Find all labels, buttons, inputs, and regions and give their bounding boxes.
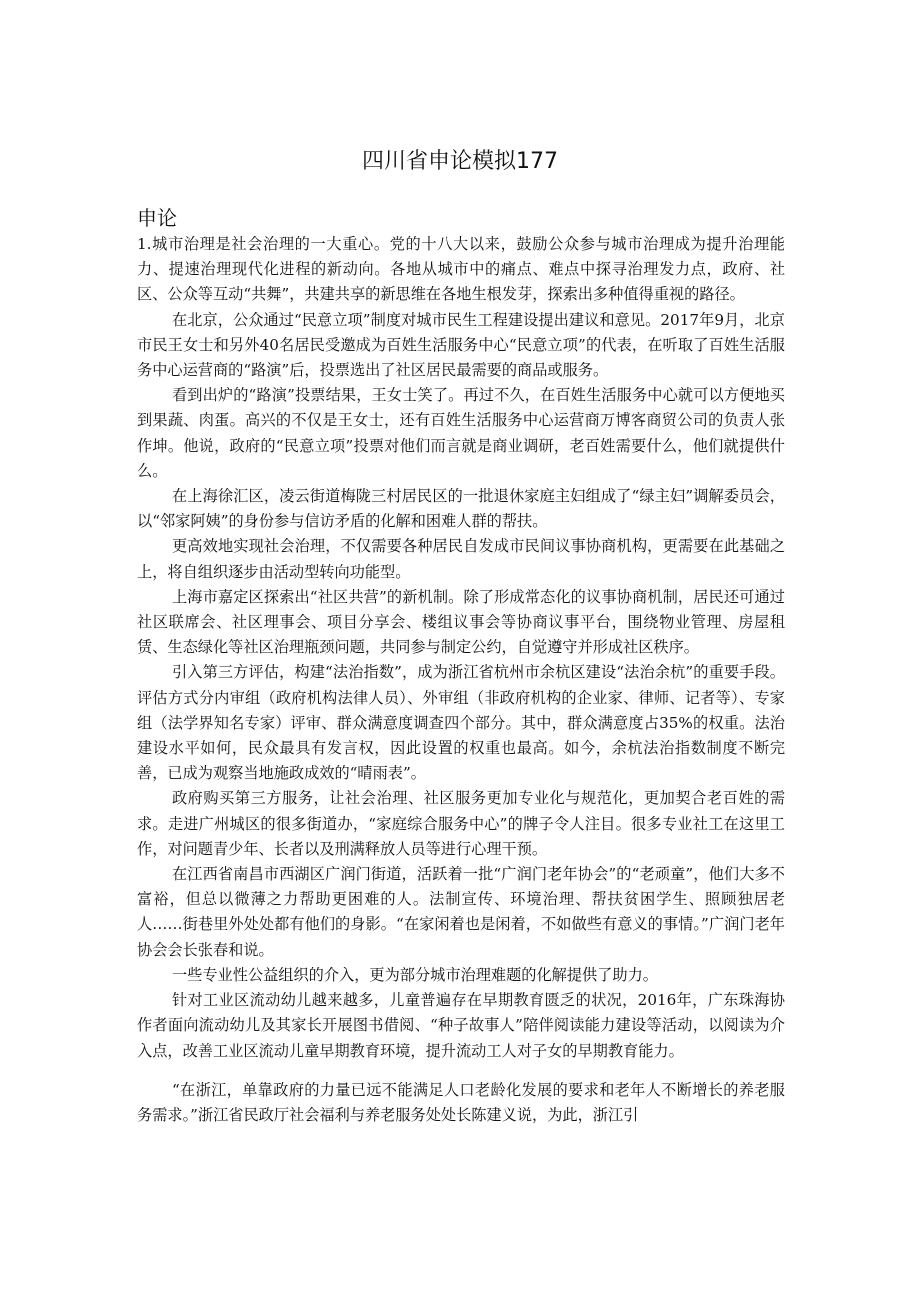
- body-paragraph: 在北京，公众通过“民意立项”制度对城市民生工程建设提出建议和意见。2017年9月，北京市民王女士和另外40名居民受邀成为百姓生活服务中心“民意立项”的代表，在听取了百姓生活服务中心运营商的“路演”后，投票选出了社区居民最需要的商品或服务。: [137, 310, 785, 380]
- body-paragraph: 引入第三方评估，构建“法治指数”，成为浙江省杭州市余杭区建设“法治余杭”的重要手段。评估方式分内审组（政府机构法律人员）、外审组（非政府机构的企业家、律师、记者等）、专家组（法学界知名专家）评审、群众满意度调查四个部分。其中，群众满意度占35%的权重。法治建设水平如何，民众最具有发言权，因此设置的权重也最高。如今，余杭法治指数制度不断完善，已成为观察当地施政成效的“晴雨表”。: [137, 663, 785, 783]
- body-paragraph: 针对工业区流动幼儿越来越多，儿童普遍存在早期教育匮乏的状况，2016年，广东珠海协作者面向流动幼儿及其家长开展图书借阅、“种子故事人”陪伴阅读能力建设等活动，以阅读为介入点，改善工业区流动儿童早期教育环境，提升流动工人对子女的早期教育能力。: [137, 991, 785, 1060]
- body-paragraph: 在上海徐汇区，凌云街道梅陇三村居民区的一批退休家庭主妇组成了“绿主妇”调解委员会，以“邻家阿姨”的身份参与信访矛盾的化解和困难人群的帮扶。: [137, 487, 785, 531]
- body-paragraph: 政府购买第三方服务，让社会治理、社区服务更加专业化与规范化，更加契合老百姓的需求。走进广州城区的很多街道办，“家庭综合服务中心”的牌子令人注目。很多专业社工在这里工作，对问题青少年、长者以及刑满释放人员等进行心理干预。: [137, 789, 785, 858]
- document-body: [137, 232, 785, 1128]
- body-paragraph: 更高效地实现社会治理，不仅需要各种居民自发成市民间议事协商机构，更需要在此基础之上，将自组织逐步由活动型转向功能型。: [137, 537, 785, 581]
- body-paragraph: 在江西省南昌市西湖区广润门街道，活跃着一批“广润门老年协会”的“老顽童”，他们大多不富裕，但总以微薄之力帮助更困难的人。法制宣传、环境治理、帮扶贫困学生、照顾独居老人……街巷里外处处都有他们的身影。“在家闲着也是闲着，不如做些有意义的事情。”广润门老年协会会长张春和说。: [137, 865, 785, 959]
- section-heading: 申论: [137, 206, 177, 230]
- body-paragraph: “在浙江，单靠政府的力量已远不能满足人口老龄化发展的要求和老年人不断增长的养老服务需求。”浙江省民政厅社会福利与养老服务处处长陈建义说，为此，浙江引: [137, 1080, 785, 1124]
- body-paragraph: 一些专业性公益组织的介入，更为部分城市治理难题的化解提供了助力。: [171, 965, 658, 984]
- question-paragraph: 1.城市治理是社会治理的一大重心。党的十八大以来，鼓励公众参与城市治理成为提升治理能力、提速治理现代化进程的新动向。各地从城市中的痛点、难点中探寻治理发力点，政府、社区、公众等互动“共舞”，共建共享的新思维在各地生根发芽，探索出多种值得重视的路径。: [137, 235, 785, 304]
- body-paragraph: 看到出炉的“路演”投票结果，王女士笑了。再过不久，在百姓生活服务中心就可以方便地买到果蔬、肉蛋。高兴的不仅是王女士，还有百姓生活服务中心运营商万博客商贸公司的负责人张作坤。他说，政府的“民意立项”投票对他们而言就是商业调研，老百姓需要什么，他们就提供什么。: [137, 386, 785, 480]
- document-title: 四川省申论模拟177: [362, 149, 558, 174]
- body-paragraph: 上海市嘉定区探索出“社区共营”的新机制。除了形成常态化的议事协商机制，居民还可通过社区联席会、社区理事会、项目分享会、楼组议事会等协商议事平台，围绕物业管理、房屋租赁、生态绿化等社区治理瓶颈问题，共同参与制定公约，自觉遵守并形成社区秩序。: [137, 587, 785, 657]
